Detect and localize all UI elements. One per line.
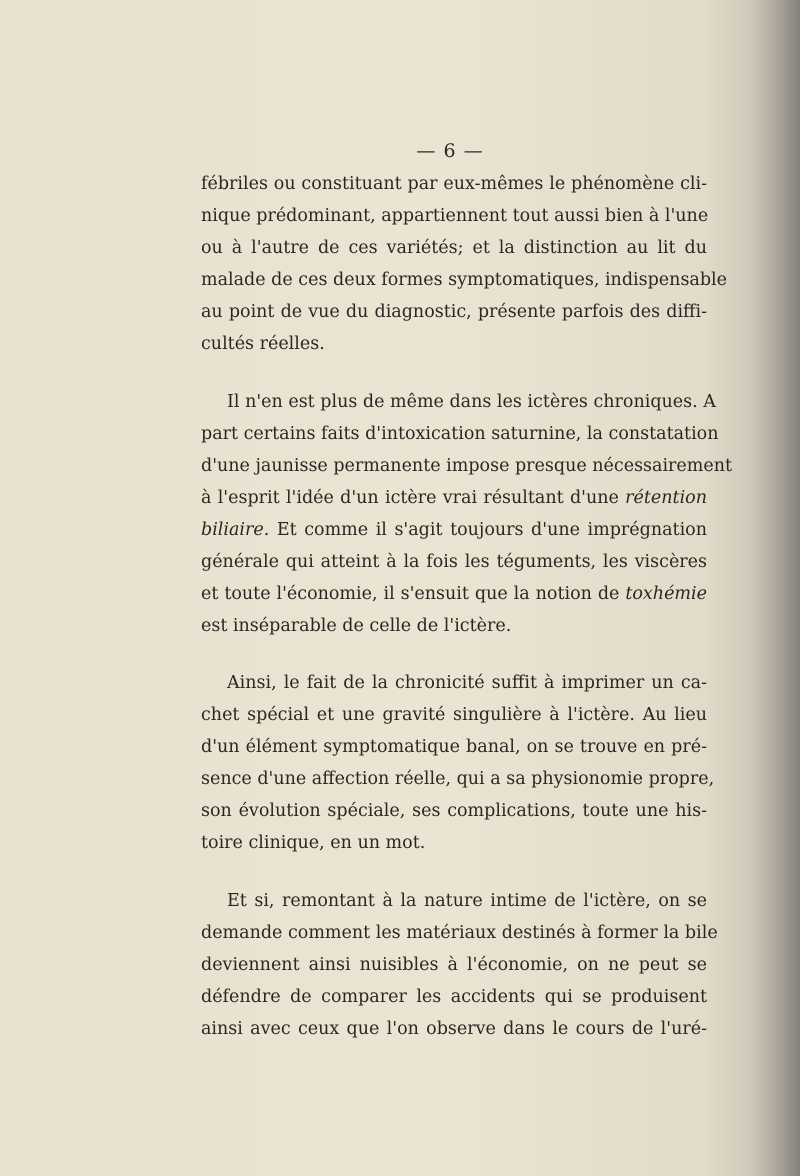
page-edge-shadow (752, 0, 800, 1176)
text-line: défendre de comparer les accidents qui se produisent (201, 987, 707, 1007)
paragraph-gap (201, 859, 707, 885)
text-line (201, 578, 707, 610)
text-line (201, 514, 707, 546)
text-segment: à l'esprit l'idée d'un ictère vrai résultant d'une (201, 488, 619, 508)
italic-term-biliaire: biliaire. (201, 520, 270, 540)
page-number: — 6 — (416, 140, 484, 162)
text-line: cultés réelles. (201, 334, 325, 354)
paragraph-3 (201, 667, 715, 859)
text-line: Il n'en est plus de même dans les ictères chroniques. A (227, 392, 716, 412)
text-line: d'une jaunisse permanente impose presque nécessairement (201, 456, 733, 476)
paragraph-gap (201, 360, 707, 386)
text-line: ou à l'autre de ces variétés; et la distinction au lit du (201, 238, 707, 258)
text-line: générale qui atteint à la fois les téguments, les viscères (201, 552, 707, 572)
text-line: son évolution spéciale, ses complications, toute une his- (201, 801, 707, 821)
text-line: chet spécial et une gravité singulière à l'ictère. Au lieu (201, 705, 707, 725)
text-line: sence d'une affection réelle, qui a sa physionomie propre, (201, 769, 715, 789)
paragraph-2 (201, 386, 733, 642)
italic-term-toxhemie: toxhémie (625, 584, 707, 604)
paragraph-4 (201, 885, 718, 1045)
body-text (201, 168, 733, 1045)
text-line: part certains faits d'intoxication saturnine, la constatation (201, 424, 719, 444)
text-line: Et si, remontant à la nature intime de l'ictère, on se (227, 891, 707, 911)
italic-term-retention: rétention (625, 488, 707, 508)
text-segment: Et comme il s'agit toujours d'une imprégnation (269, 520, 707, 540)
text-line: d'un élément symptomatique banal, on se trouve en pré- (201, 737, 707, 757)
text-line: malade de ces deux formes symptomatiques, indispensable (201, 270, 728, 290)
text-segment: et toute l'économie, il s'ensuit que la notion de (201, 584, 620, 604)
text-line: au point de vue du diagnostic, présente parfois des diffi- (201, 302, 707, 322)
text-line: est inséparable de celle de l'ictère. (201, 616, 512, 636)
text-line: demande comment les matériaux destinés à former la bile (201, 923, 718, 943)
text-line (201, 482, 707, 514)
text-line: ainsi avec ceux que l'on observe dans le cours de l'uré- (201, 1019, 707, 1039)
text-line: fébriles ou constituant par eux-mêmes le phénomène cli- (201, 174, 707, 194)
paragraph-1 (201, 168, 728, 360)
text-line: nique prédominant, appartiennent tout aussi bien à l'une (201, 206, 709, 226)
text-line: deviennent ainsi nuisibles à l'économie, on ne peut se (201, 955, 707, 975)
text-line: toire clinique, en un mot. (201, 833, 426, 853)
paragraph-gap (201, 642, 707, 667)
text-line: Ainsi, le fait de la chronicité suffit à imprimer un ca- (227, 673, 707, 693)
